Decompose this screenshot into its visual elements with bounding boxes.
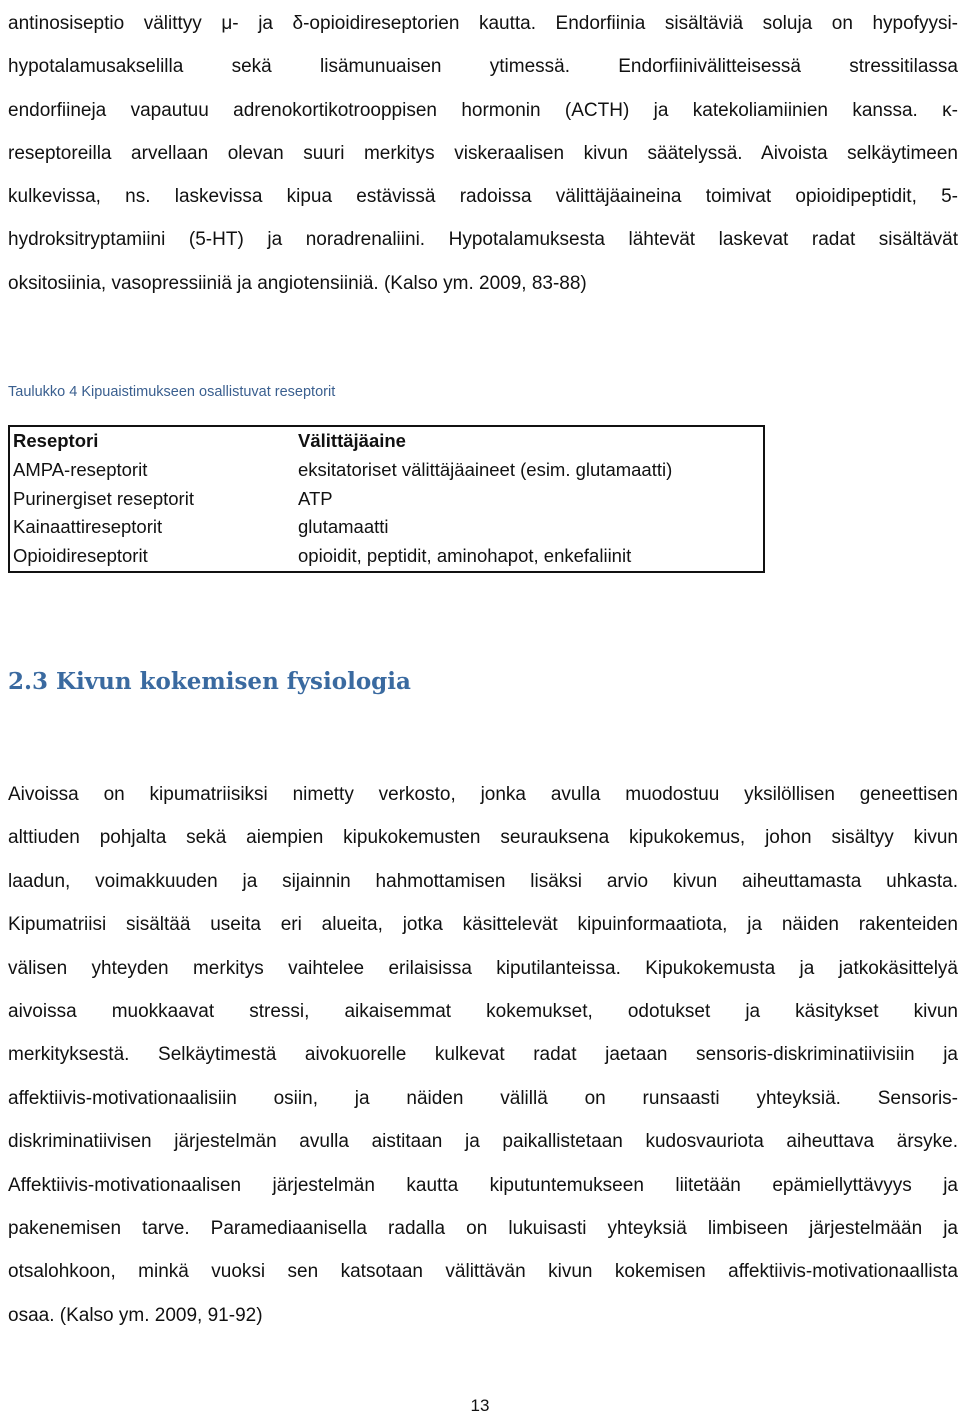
table-row bbox=[9, 485, 764, 514]
text-line: otsalohkoon, minkä vuoksi sen katsotaan välittävän kivun kokemisen affektiivis-motivationaallista bbox=[8, 1261, 958, 1283]
table-header-row bbox=[9, 426, 764, 456]
table-header-cell: Välittäjäaine bbox=[298, 430, 406, 451]
text-line: pakenemisen tarve. Paramediaanisella radalla on lukuisasti yhteyksiä limbiseen järjestelmään ja bbox=[8, 1217, 958, 1239]
receptor-table bbox=[8, 425, 765, 573]
table-caption: Taulukko 4 Kipuaistimukseen osallistuvat reseptorit bbox=[8, 384, 336, 400]
table-cell: Purinergiset reseptorit bbox=[13, 487, 194, 509]
paragraph-top bbox=[8, 2, 958, 305]
text-line: hypotalamusakselilla sekä lisämunuaisen ytimessä. Endorfiinivälitteisessä stressitilassa bbox=[8, 56, 958, 78]
section-heading: 2.3 Kivun kokemisen fysiologia bbox=[8, 668, 411, 695]
text-line: reseptoreilla arvellaan olevan suuri merkitys viskeraalisen kivun säätelyssä. Aivoista selkäytimeen bbox=[8, 142, 958, 164]
text-line: oksitosiinia, vasopressiiniä ja angiotensiiniä. (Kalso ym. 2009, 83-88) bbox=[8, 272, 587, 294]
text-line: Affektiivis-motivationaalisen järjestelmän kautta kiputuntemukseen liitetään epämiellyttävyys ja bbox=[8, 1174, 958, 1196]
table-cell: Opioidireseptorit bbox=[13, 545, 148, 567]
text-line: antinosiseptio välittyy μ- ja δ-opioidireseptorien kautta. Endorfiinia sisältäviä soluja on hypofyysi- bbox=[8, 13, 958, 34]
table-cell: Kainaattireseptorit bbox=[13, 516, 163, 538]
table-cell: AMPA-reseptorit bbox=[13, 458, 148, 480]
text-line: endorfiineja vapautuu adrenokortikotrooppisen hormonin (ACTH) ja katekoliamiinien kanssa. κ- bbox=[8, 99, 958, 121]
table-row bbox=[9, 456, 764, 485]
text-line: merkityksestä. Selkäytimestä aivokuorelle kulkevat radat jaetaan sensoris-diskriminatiivisiin ja bbox=[8, 1044, 958, 1066]
text-line: Aivoissa on kipumatriisiksi nimetty verkosto, jonka avulla muodostuu yksilöllisen geneettisen bbox=[8, 784, 958, 805]
text-line: hydroksitryptamiini (5-HT) ja noradrenaliini. Hypotalamuksesta lähtevät laskevat radat sisältävät bbox=[8, 229, 958, 251]
text-line: diskriminatiivisen järjestelmän avulla aistitaan ja paikallistetaan kudosvauriota aiheuttava ärsyke. bbox=[8, 1131, 958, 1153]
table-cell: glutamaatti bbox=[298, 516, 389, 538]
paragraph-main bbox=[8, 773, 958, 1337]
text-line: Kipumatriisi sisältää useita eri alueita, jotka käsittelevät kipuinformaatiota, ja näiden rakenteiden bbox=[8, 914, 958, 936]
table-header-cell: Reseptori bbox=[13, 430, 99, 451]
text-line: välisen yhteyden merkitys vaihtelee erilaisissa kiputilanteissa. Kipukokemusta ja jatkokäsittelyä bbox=[8, 957, 958, 979]
table-row bbox=[9, 513, 764, 542]
text-line: laadun, voimakkuuden ja sijainnin hahmottamisen lisäksi arvio kivun aiheuttamasta uhkasta. bbox=[8, 870, 958, 892]
text-line: aivoissa muokkaavat stressi, aikaisemmat kokemukset, odotukset ja käsitykset kivun bbox=[8, 1000, 958, 1022]
text-line: alttiuden pohjalta sekä aiempien kipukokemusten seurauksena kipukokemus, johon sisältyy kivun bbox=[8, 827, 958, 849]
table-cell: eksitatoriset välittäjäaineet (esim. glutamaatti) bbox=[298, 458, 673, 480]
table-cell: opioidit, peptidit, aminohapot, enkefaliinit bbox=[298, 545, 632, 567]
page-number: 13 bbox=[470, 1396, 490, 1415]
text-line: affektiivis-motivationaalisiin osiin, ja näiden välillä on runsaasti yhteyksiä. Sensoris- bbox=[8, 1087, 958, 1109]
table-row bbox=[9, 542, 764, 572]
text-line: osaa. (Kalso ym. 2009, 91-92) bbox=[8, 1304, 263, 1326]
text-line: kulkevissa, ns. laskevissa kipua estävissä radoissa välittäjäaineina toimivat opioidipeptidit, 5- bbox=[8, 186, 958, 208]
table-cell: ATP bbox=[298, 487, 333, 509]
